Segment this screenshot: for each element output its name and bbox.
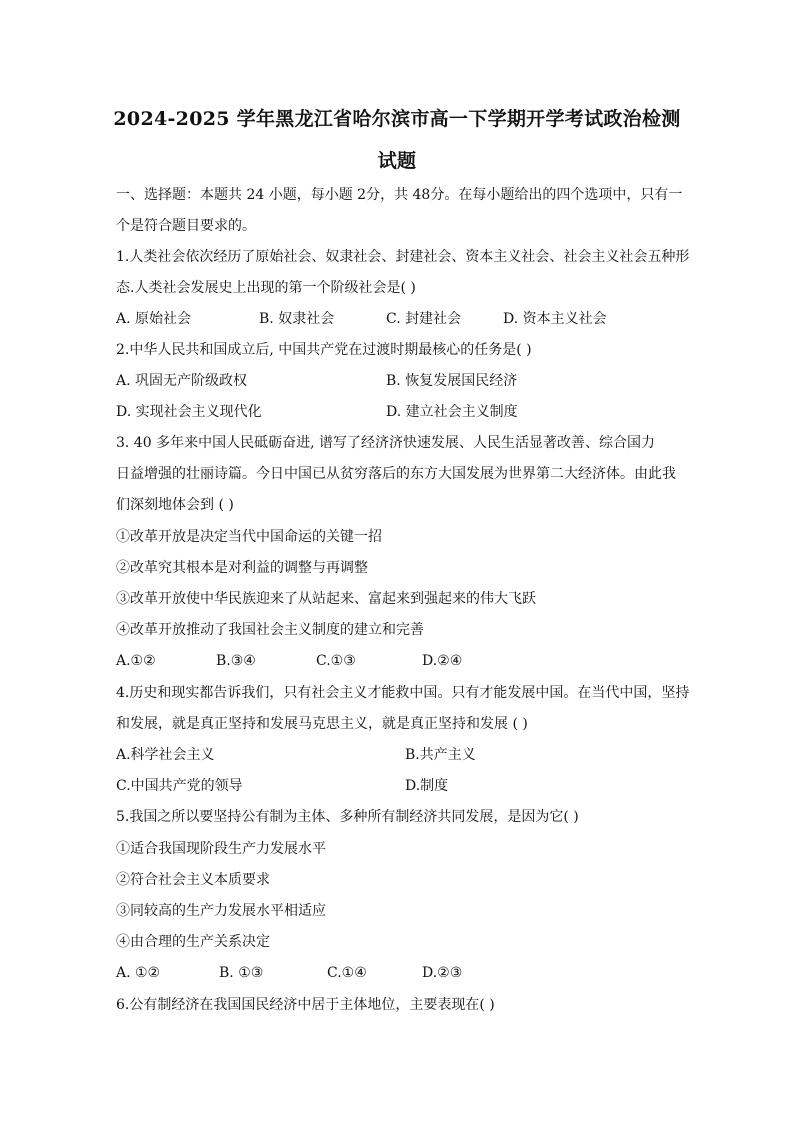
question-3-option-d: D.②④ [422, 653, 463, 669]
question-2-option-b: B. 恢复发展国民经济 [386, 373, 518, 389]
question-3-stem: 们深刻地体会到 ( ) [116, 497, 234, 513]
question-1-option-c: C. 封建社会 [386, 311, 462, 327]
question-3-statement: ③改革开放使中华民族迎来了从站起来、富起来到强起来的伟大飞跃 [116, 591, 536, 607]
question-4-option-b: B.共产主义 [405, 747, 476, 763]
question-5-statement: ③同较高的生产力发展水平相适应 [116, 903, 326, 919]
question-3-statement: ④改革开放推动了我国社会主义制度的建立和完善 [116, 622, 424, 638]
question-5-option-c: C.①④ [327, 965, 367, 981]
question-5-option-d: D.②③ [422, 965, 463, 981]
question-3-option-b: B.③④ [216, 653, 256, 669]
question-1-stem: 1.人类社会依次经历了原始社会、奴隶社会、封建社会、资本主义社会、社会主义社会五种形 [116, 249, 690, 265]
question-6-stem: 6.公有制经济在我国国民经济中居于主体地位，主要表现在( ) [116, 997, 495, 1013]
question-1-option-b: B. 奴隶社会 [259, 311, 335, 327]
question-3-stem: 3. 40 多年来中国人民砥砺奋进, 谱写了经济济快速发展、人民生活显著改善、综合国力 [116, 435, 655, 451]
question-4-option-d: D.制度 [405, 778, 449, 794]
question-1-stem: 态.人类社会发展史上出现的第一个阶级社会是( ) [116, 280, 416, 296]
question-5-stem: 5.我国之所以要坚持公有制为主体、多种所有制经济共同发展，是因为它( ) [116, 809, 579, 825]
question-4-stem: 4.历史和现实都告诉我们，只有社会主义才能救中国。只有才能发展中国。在当代中国，坚持 [116, 685, 690, 701]
question-3-stem: 日益增强的壮丽诗篇。今日中国已从贫穷落后的东方大国发展为世界第二大经济体。由此我 [116, 466, 676, 482]
question-2-option-c: D. 实现社会主义现代化 [116, 404, 262, 420]
question-2-option-d: D. 建立社会主义制度 [386, 404, 518, 420]
section-intro-line: 个是符合题目要求的。 [116, 218, 256, 234]
page-title-line1: 2024-2025 学年黑龙江省哈尔滨市高一下学期开学考试政治检测 [113, 108, 681, 130]
question-1-option-d: D. 资本主义社会 [503, 311, 607, 327]
question-3-statement: ②改革究其根本是对利益的调整与再调整 [116, 560, 368, 576]
question-5-option-a: A. ①② [116, 965, 161, 981]
question-3-option-a: A.①② [116, 653, 156, 669]
question-2-stem: 2.中华人民共和国成立后, 中国共产党在过渡时期最核心的任务是( ) [116, 342, 532, 358]
question-3-option-c: C.①③ [316, 653, 356, 669]
page-title-line2: 试题 [377, 150, 417, 172]
question-3-statement: ①改革开放是决定当代中国命运的关键一招 [116, 529, 382, 545]
question-4-stem: 和发展，就是真正坚持和发展马克思主义，就是真正坚持和发展 ( ) [116, 716, 528, 732]
question-5-statement: ①适合我国现阶段生产力发展水平 [116, 841, 326, 857]
question-2-option-a: A. 巩固无产阶级政权 [116, 373, 248, 389]
question-5-option-b: B. ①③ [219, 965, 264, 981]
section-intro-line: 一、选择题：本题共 24 小题，每小题 2分，共 48分。在每小题给出的四个选项中，只有一 [116, 187, 683, 203]
question-5-statement: ④由合理的生产关系决定 [116, 934, 270, 950]
question-5-statement: ②符合社会主义本质要求 [116, 872, 270, 888]
question-4-option-a: A.科学社会主义 [116, 747, 215, 763]
question-4-option-c: C.中国共产党的领导 [116, 778, 243, 794]
question-1-option-a: A. 原始社会 [116, 311, 192, 327]
